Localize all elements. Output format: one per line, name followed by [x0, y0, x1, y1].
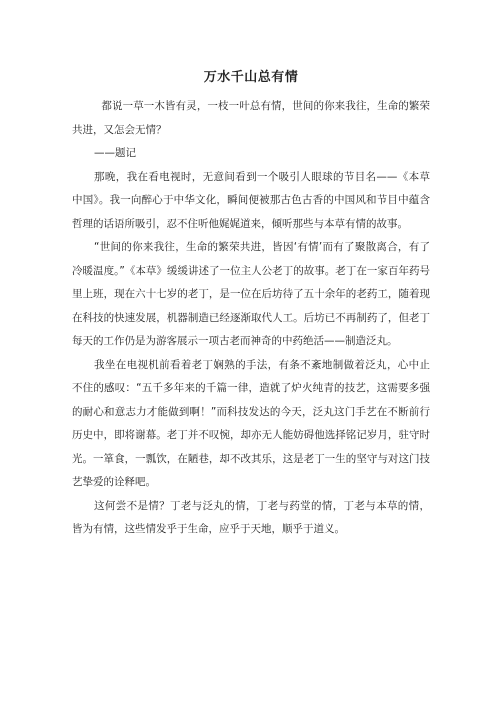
document-title: 万水千山总有情	[203, 70, 299, 85]
epigraph-paragraph: 都说一草一木皆有灵，一枝一叶总有情，世间的你来我往，生命的繁荣共进，又怎会无情？	[72, 100, 430, 136]
body-paragraph: “世间的你来我往，生命的繁荣共进，皆因‘有情’而有了聚散离合，有了冷暖温度。”《本草》缓缓讲述了一位主人公老丁的故事。老丁在一家百年药号里上班，现在六十七岁的老丁，是一位在后坊待了五十余年的老药工，随着现在科技的快速发展，机器制造已经逐渐取代人工。后坊已不再制药了，但老丁每天的工作仍是为游客展示一项古老而神奇的中药绝活——制造泛丸。	[72, 241, 430, 347]
epigraph-signature: ——题记	[94, 147, 137, 159]
body-paragraph: 那晚，我在看电视时，无意间看到一个吸引人眼球的节目名——《本草中国》。我一向醉心于中华文化，瞬间便被那古色古香的中国风和节目中蕴含哲理的话语所吸引，忍不住听他娓娓道来，倾听那些与本草有情的故事。	[72, 170, 430, 230]
body-paragraph: 这何尝不是情？丁老与泛丸的情，丁老与药堂的情，丁老与本草的情，皆为有情，这些情发乎于生命，应乎于天地，顺乎于道义。	[72, 499, 430, 535]
body-paragraph: 我坐在电视机前看着老丁娴熟的手法，有条不紊地制做着泛丸，心中止不住的感叹：“五千多年来的千篇一律，造就了炉火纯青的技艺，这需要多强的耐心和意志力才能做到啊！”而科技发达的今天，泛丸这门手艺在不断前行历史中，即将谢幕。老丁并不叹惋，却亦无人能妨碍他选择铭记岁月，驻守时光。一箪食，一瓢饮，在陋巷，却不改其乐，这是老丁一生的坚守与对这门技艺挚爱的诠释吧。	[72, 358, 430, 488]
